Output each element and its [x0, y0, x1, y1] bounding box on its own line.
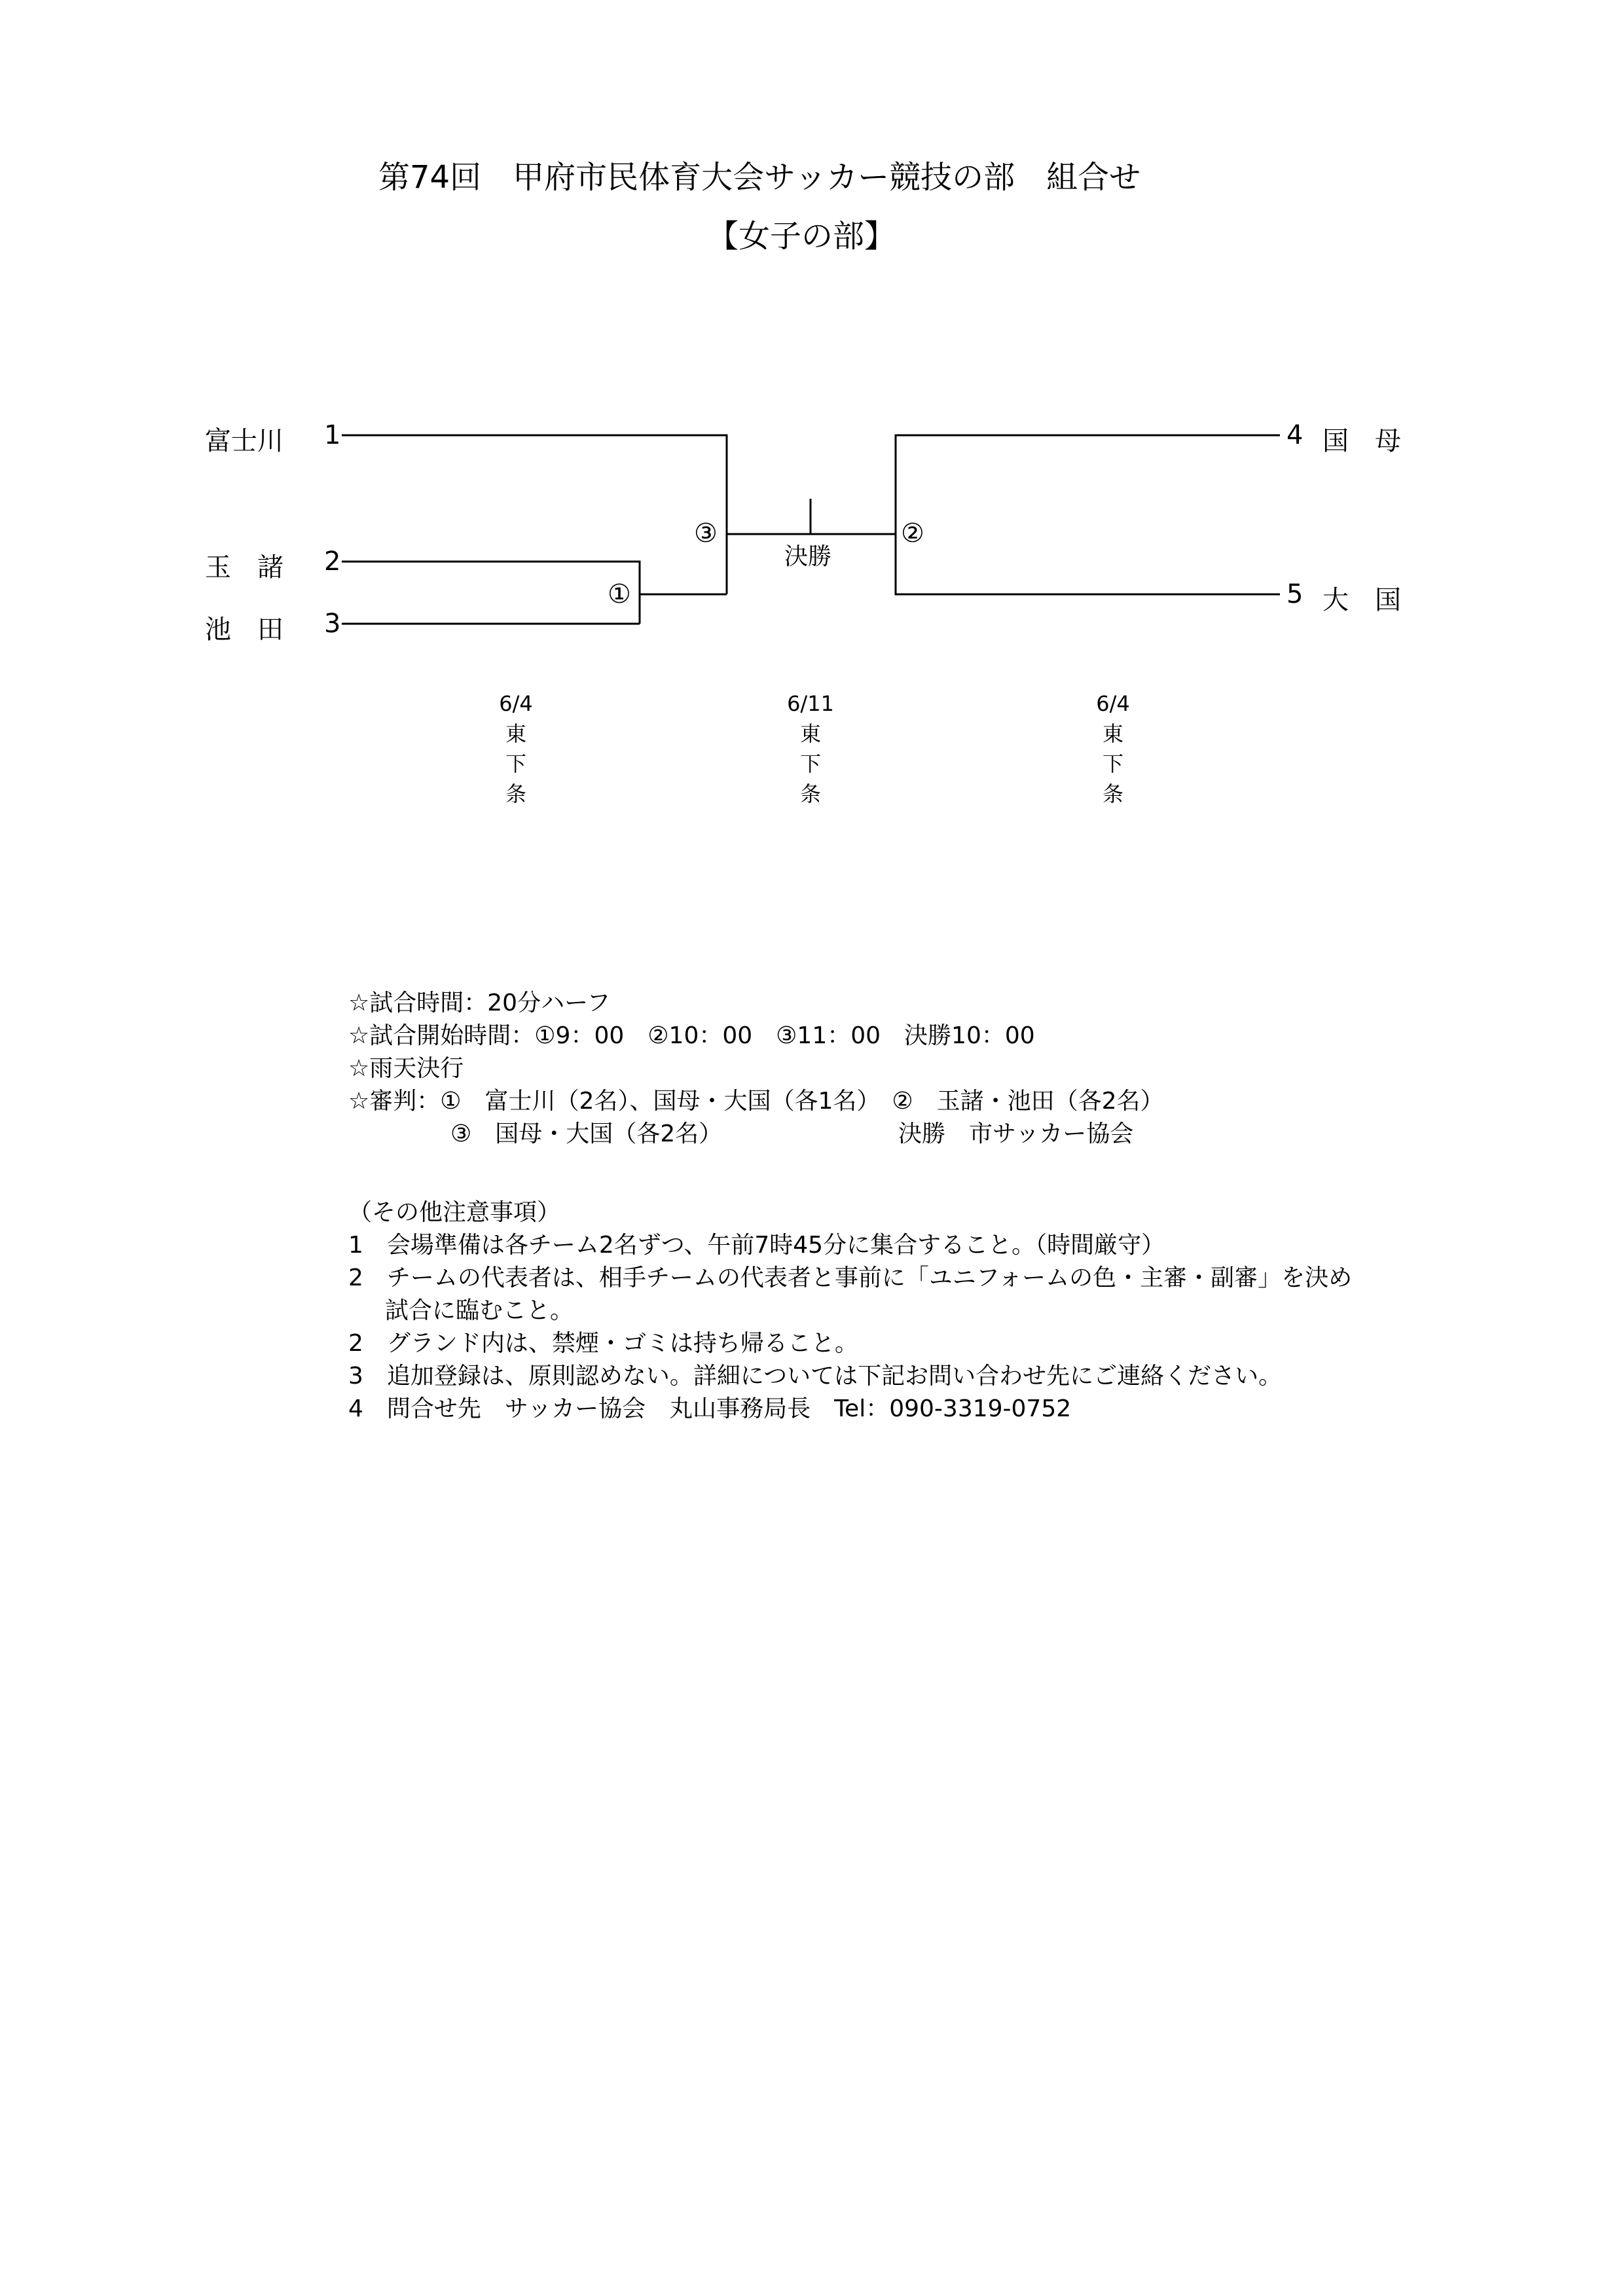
schedule-venue-char: 東 [1102, 721, 1123, 746]
note-item: 1 会場準備は各チーム2名ずつ、午前7時45分に集合すること。（時間厳守） [348, 1232, 1165, 1259]
bracket-line-kokubo [896, 435, 1280, 594]
final-label: 決勝 [784, 543, 832, 570]
seed-left-3: 3 [324, 609, 341, 639]
info-referee: ☆審判：① 富士川（2名）、国母・大国（各1名） ② 玉諸・池田（各2名） [348, 1088, 1164, 1115]
bracket-line-tamamoro [342, 562, 640, 624]
info-block [348, 987, 1164, 1118]
bracket-line-fujikawa [342, 435, 727, 594]
seed-left-1: 1 [324, 420, 341, 450]
team-right-5: 大 国 [1322, 585, 1401, 615]
schedule-venue-char: 下 [1102, 751, 1123, 776]
match-3-label: ③ [694, 518, 718, 548]
schedule-venue-char: 条 [1102, 781, 1123, 806]
schedule-center [771, 689, 850, 809]
info-start-time: ☆試合開始時間：①9：00 ②10：00 ③11：00 決勝10：00 [348, 1022, 1035, 1049]
team-left-1: 富士川 [205, 426, 283, 456]
page-subtitle: 【女子の部】 [707, 218, 896, 255]
seed-right-5: 5 [1286, 579, 1304, 609]
info-rain: ☆雨天決行 [348, 1055, 464, 1082]
schedule-date: 6/4 [1096, 691, 1130, 716]
schedule-left [477, 689, 555, 809]
schedule-venue-char: 下 [505, 751, 526, 776]
team-right-4: 国 母 [1322, 426, 1401, 456]
note-item: 2 チームの代表者は、相手チームの代表者と事前に「ユニフォームの色・主審・副審」を決め [348, 1265, 1353, 1291]
seed-left-2: 2 [324, 547, 341, 577]
match-2-label: ② [901, 518, 924, 548]
schedule-date: 6/11 [787, 691, 834, 716]
schedule-venue-char: 条 [505, 781, 526, 806]
note-item-contact: 4 問合せ先 サッカー協会 丸山事務局長 Tel：090-3319-0752 [348, 1395, 1072, 1422]
schedule-venue-char: 条 [799, 781, 821, 806]
info-referee-3: ③ 国母・大国（各2名） [450, 1121, 723, 1147]
match-1-label: ① [608, 579, 631, 609]
team-left-2: 玉 諸 [205, 552, 283, 583]
schedule-venue-char: 東 [799, 721, 821, 746]
info-referee-final: 決勝 市サッカー協会 [898, 1121, 1134, 1147]
note-item: 3 追加登録は、原則認めない。詳細については下記お問い合わせ先にご連絡ください。 [348, 1363, 1283, 1390]
note-item-continuation: 試合に臨むこと。 [385, 1297, 574, 1324]
notes-header: （その他注意事項） [348, 1199, 561, 1226]
seed-right-4: 4 [1286, 420, 1304, 450]
schedule-venue-char: 東 [505, 721, 526, 746]
info-match-time: ☆試合時間：20分ハーフ [348, 990, 611, 1016]
schedule-date: 6/4 [499, 691, 533, 716]
schedule-right [1074, 689, 1152, 809]
note-item: 2 グランド内は、禁煙・ゴミは持ち帰ること。 [348, 1330, 858, 1357]
schedule-venue-char: 下 [799, 751, 821, 776]
team-left-3: 池 田 [205, 615, 283, 645]
page-title: 第74回 甲府市民体育大会サッカー競技の部 組合せ [378, 159, 1141, 196]
